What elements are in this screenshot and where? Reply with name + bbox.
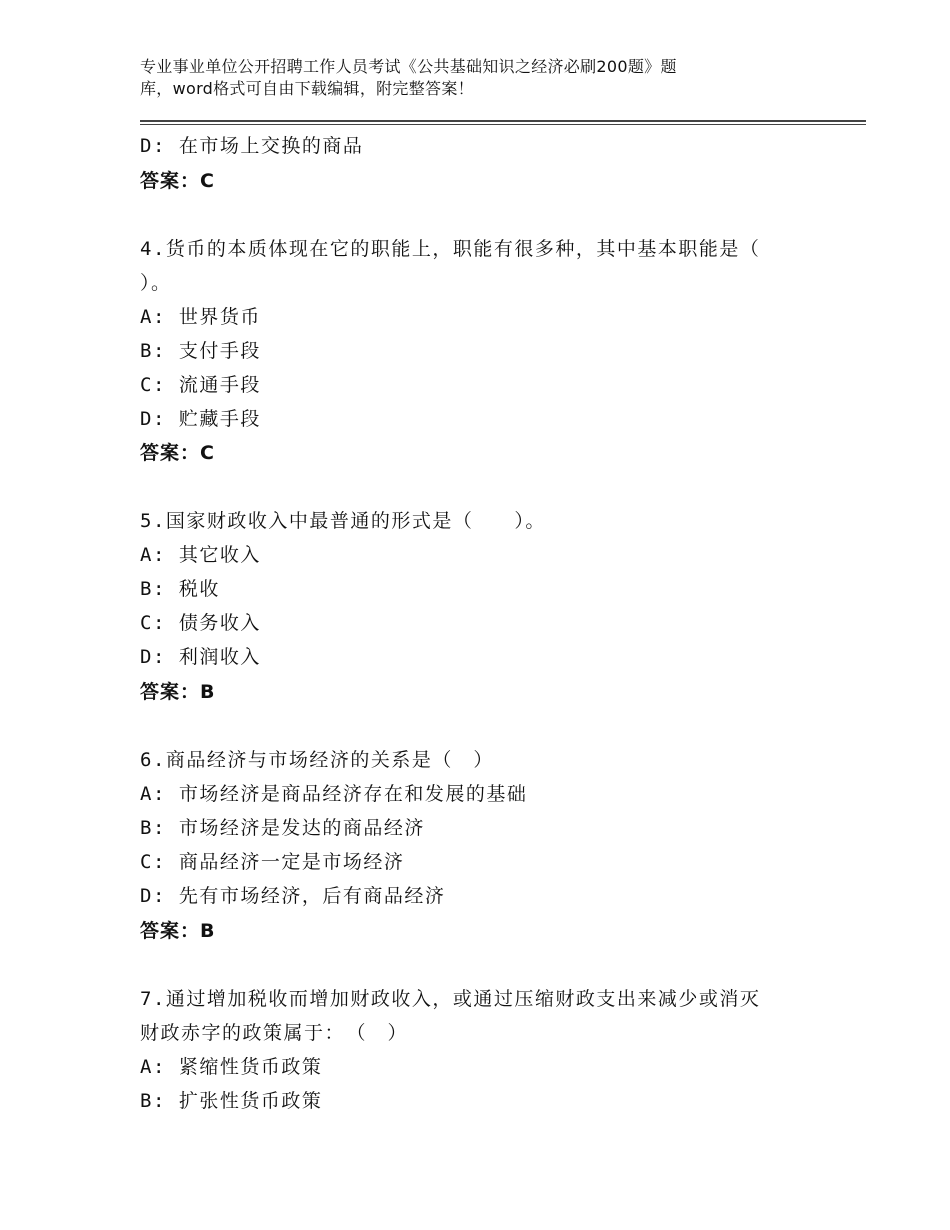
header-line-1: 专业事业单位公开招聘工作人员考试《公共基础知识之经济必刷200题》题	[140, 57, 677, 76]
prev-option-d: D: 在市场上交换的商品	[140, 135, 364, 157]
page-header	[140, 56, 780, 100]
q6-option-d: D: 先有市场经济，后有商品经济	[140, 885, 446, 907]
q5-option-c: C: 债务收入	[140, 612, 261, 634]
q7-stem-line-2: 财政赤字的政策属于： （ ）	[140, 1022, 409, 1044]
prev-answer: 答案：C	[140, 170, 215, 192]
q6-stem: 6.商品经济与市场经济的关系是（ ）	[140, 749, 494, 771]
q7-stem-line-1: 7.通过增加税收而增加财政收入，或通过压缩财政支出来减少或消灭	[140, 988, 761, 1010]
q6-option-b: B: 市场经济是发达的商品经济	[140, 817, 425, 839]
q6-option-a: A: 市场经济是商品经济存在和发展的基础	[140, 783, 528, 805]
q6-answer: 答案：B	[140, 920, 216, 942]
header-rule-thick	[140, 120, 866, 122]
q4-option-c: C: 流通手段	[140, 374, 261, 396]
q7-option-a: A: 紧缩性货币政策	[140, 1056, 323, 1078]
q5-stem: 5.国家财政收入中最普通的形式是（ ）。	[140, 510, 546, 532]
q4-answer: 答案：C	[140, 442, 215, 464]
q6-option-c: C: 商品经济一定是市场经济	[140, 851, 405, 873]
q5-option-b: B: 税收	[140, 578, 220, 600]
q5-option-a: A: 其它收入	[140, 544, 261, 566]
q7-option-b: B: 扩张性货币政策	[140, 1090, 323, 1112]
q4-option-b: B: 支付手段	[140, 340, 261, 362]
header-line-2: 库，word格式可自由下载编辑，附完整答案！	[140, 79, 474, 98]
q4-option-d: D: 贮藏手段	[140, 408, 261, 430]
q4-stem-line-1: 4.货币的本质体现在它的职能上，职能有很多种，其中基本职能是（	[140, 238, 761, 260]
q4-option-a: A: 世界货币	[140, 306, 261, 328]
q4-stem-line-2: ）。	[140, 272, 172, 294]
header-rule-thin	[140, 124, 866, 125]
q5-option-d: D: 利润收入	[140, 646, 261, 668]
q5-answer: 答案：B	[140, 681, 216, 703]
